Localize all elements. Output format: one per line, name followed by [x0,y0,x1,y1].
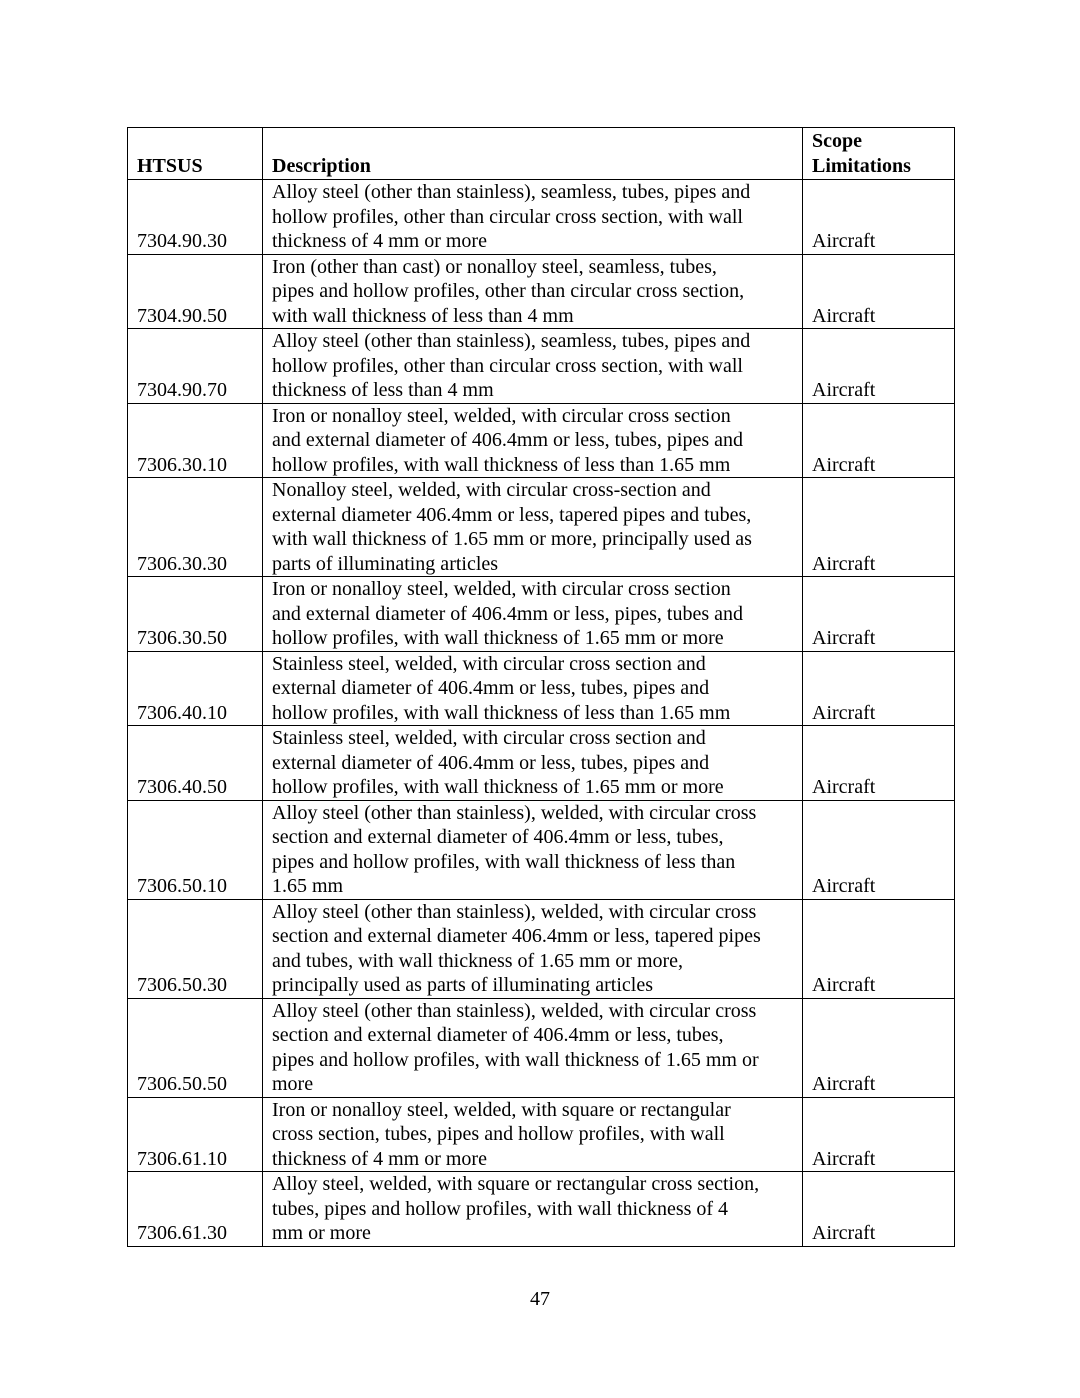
htsus-code: 7306.50.10 [128,800,263,899]
table-row [128,726,955,801]
htsus-code: 7306.50.50 [128,998,263,1097]
table-row [128,651,955,726]
table-row [128,254,955,329]
scope-limitation: Aircraft [803,899,955,998]
header-scope-limitations: Scope Limitations [803,128,955,180]
htsus-table [127,127,955,1247]
scope-limitation: Aircraft [803,1172,955,1247]
scope-limitation: Aircraft [803,329,955,404]
description: Alloy steel (other than stainless), welded, with circular cross section and external diameter of 406.4mm or less, tubes, pipes and hollow profiles, with wall thickness of 1.65 mm or more [263,998,803,1097]
htsus-code: 7306.61.10 [128,1097,263,1172]
htsus-code: 7304.90.50 [128,254,263,329]
scope-limitation: Aircraft [803,726,955,801]
description: Stainless steel, welded, with circular cross section and external diameter of 406.4mm or less, tubes, pipes and hollow profiles, with wall thickness of 1.65 mm or more [263,726,803,801]
header-description: Description [263,128,803,180]
htsus-code: 7306.30.10 [128,403,263,478]
scope-limitation: Aircraft [803,577,955,652]
table-row [128,800,955,899]
table-header-row [128,128,955,180]
htsus-code: 7306.50.30 [128,899,263,998]
scope-limitation: Aircraft [803,403,955,478]
htsus-code: 7304.90.30 [128,180,263,255]
table-row [128,899,955,998]
description: Alloy steel (other than stainless), welded, with circular cross section and external diameter of 406.4mm or less, tubes, pipes and hollow profiles, with wall thickness of less than 1.65 mm [263,800,803,899]
description: Iron or nonalloy steel, welded, with circular cross section and external diameter of 406.4mm or less, pipes, tubes and hollow profiles, with wall thickness of 1.65 mm or more [263,577,803,652]
scope-limitation: Aircraft [803,180,955,255]
table-row [128,329,955,404]
scope-limitation: Aircraft [803,800,955,899]
scope-limitation: Aircraft [803,254,955,329]
description: Iron (other than cast) or nonalloy steel, seamless, tubes, pipes and hollow profiles, other than circular cross section, with wall thickness of less than 4 mm [263,254,803,329]
table-row [128,577,955,652]
description: Stainless steel, welded, with circular cross section and external diameter of 406.4mm or less, tubes, pipes and hollow profiles, with wall thickness of less than 1.65 mm [263,651,803,726]
description: Nonalloy steel, welded, with circular cross-section and external diameter 406.4mm or less, tapered pipes and tubes, with wall thickness of 1.65 mm or more, principally used as parts of illuminating articles [263,478,803,577]
htsus-code: 7304.90.70 [128,329,263,404]
description: Iron or nonalloy steel, welded, with square or rectangular cross section, tubes, pipes and hollow profiles, with wall thickness of 4 mm or more [263,1097,803,1172]
htsus-code: 7306.40.10 [128,651,263,726]
description: Alloy steel (other than stainless), seamless, tubes, pipes and hollow profiles, other than circular cross section, with wall thickness of less than 4 mm [263,329,803,404]
htsus-code: 7306.61.30 [128,1172,263,1247]
scope-limitation: Aircraft [803,651,955,726]
htsus-code: 7306.40.50 [128,726,263,801]
table-row [128,1097,955,1172]
table-row [128,180,955,255]
table-row [128,403,955,478]
table-row [128,478,955,577]
htsus-code: 7306.30.50 [128,577,263,652]
scope-limitation: Aircraft [803,998,955,1097]
description: Iron or nonalloy steel, welded, with circular cross section and external diameter of 406.4mm or less, tubes, pipes and hollow profiles, with wall thickness of less than 1.65 mm [263,403,803,478]
scope-limitation: Aircraft [803,1097,955,1172]
page-number: 47 [530,1288,550,1310]
table-row [128,1172,955,1247]
description: Alloy steel, welded, with square or rectangular cross section, tubes, pipes and hollow profiles, with wall thickness of 4 mm or more [263,1172,803,1247]
description: Alloy steel (other than stainless), welded, with circular cross section and external diameter 406.4mm or less, tapered pipes and tubes, with wall thickness of 1.65 mm or more, principally used as parts of illuminating articles [263,899,803,998]
table-row [128,998,955,1097]
scope-limitation: Aircraft [803,478,955,577]
description: Alloy steel (other than stainless), seamless, tubes, pipes and hollow profiles, other than circular cross section, with wall thickness of 4 mm or more [263,180,803,255]
htsus-code: 7306.30.30 [128,478,263,577]
header-htsus: HTSUS [128,128,263,180]
